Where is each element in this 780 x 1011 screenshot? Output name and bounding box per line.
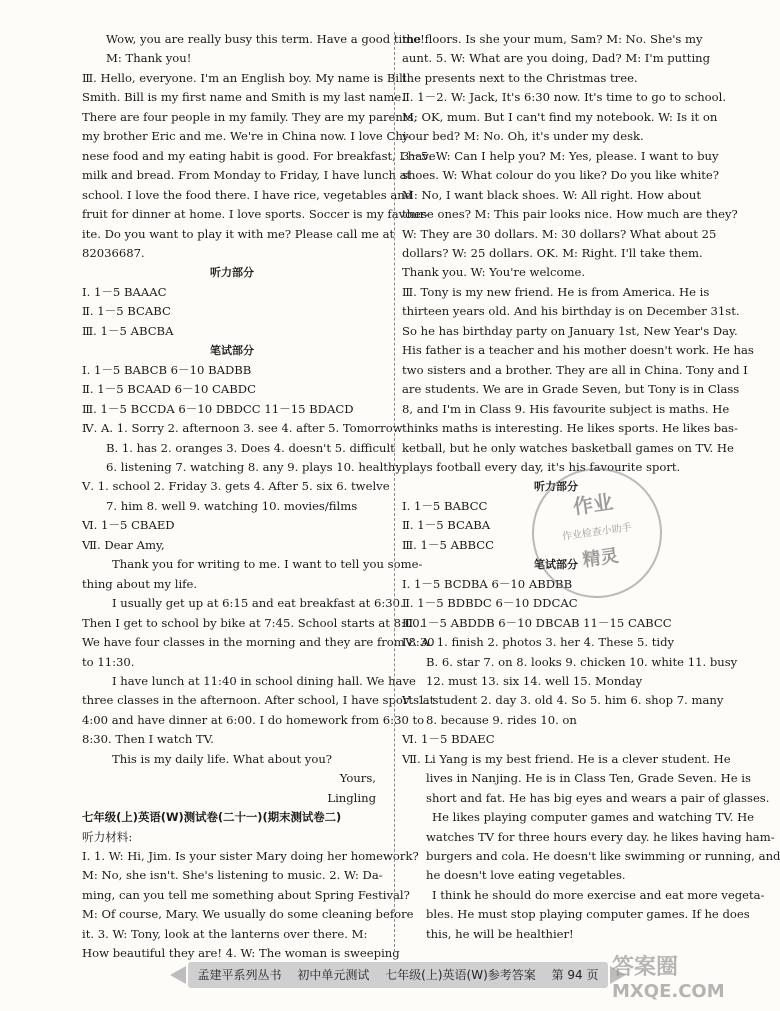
- left-text-line: my brother Eric and me. We're in China now. I love Chi-: [82, 129, 411, 144]
- right-text-line: ketball, but he only watches basketball games on TV. He: [402, 440, 734, 455]
- left-text-line: How beautiful they are! 4. W: The woman is sweeping: [82, 946, 400, 961]
- left-text-line: Ⅰ. 1. W: Hi, Jim. Is your sister Mary doing her homework?: [82, 849, 419, 864]
- left-text-line: M: No, she isn't. She's listening to music. 2. W: Da-: [82, 868, 383, 883]
- right-text-line: are students. We are in Grade Seven, but Tony is in Class: [402, 382, 740, 397]
- right-text-line: I think he should do more exercise and eat more vegeta-: [432, 887, 765, 902]
- left-text-line: 七年级(上)英语(W)测试卷(二十一)(期末测试卷二): [82, 810, 342, 825]
- left-text-line: Ⅰ. 1－5 BABCB 6－10 BADBB: [82, 362, 252, 377]
- watermark-logo: 答案圈: [612, 955, 679, 980]
- stamp-top-text: 作业: [571, 489, 615, 519]
- right-text-line: Ⅱ. 1－5 BCABA: [402, 518, 491, 533]
- right-text-line: 8. because 9. rides 10. on: [426, 712, 577, 727]
- left-text-line: to 11:30.: [82, 654, 135, 669]
- page-footer: [188, 962, 608, 988]
- right-text-line: watches TV for three hours every day. he likes having ham-: [426, 829, 775, 844]
- right-text-line: this, he will be healthier!: [426, 926, 574, 941]
- right-text-line: thirteen years old. And his birthday is on December 31st.: [402, 304, 740, 319]
- right-text-line: Thank you. W: You're welcome.: [402, 265, 586, 280]
- right-text-line: 12. must 13. six 14. well 15. Monday: [426, 673, 643, 688]
- left-text-line: Ⅲ. Hello, everyone. I'm an English boy. My name is Bill: [82, 70, 407, 85]
- left-text-line: Wow, you are really busy this term. Have a good time!: [106, 32, 425, 46]
- left-text-line: 4:00 and have dinner at 6:00. I do homework from 6:30 to: [82, 712, 425, 727]
- left-text-line: I have lunch at 11:40 in school dining hall. We have: [112, 673, 416, 688]
- right-text-line: the floors. Is she your mum, Sam? M: No. She's my: [402, 32, 703, 46]
- left-text-line: nese food and my eating habit is good. For breakfast, I have: [82, 148, 436, 163]
- left-text-line: thing about my life.: [82, 576, 198, 591]
- left-text-line: it. 3. W: Tony, look at the lanterns over there. M:: [82, 926, 368, 941]
- right-text-line: thinks maths is interesting. He likes sports. He likes bas-: [402, 421, 738, 436]
- right-text-line: So he has birthday party on January 1st, New Year's Day.: [402, 323, 738, 338]
- right-text-line: Ⅶ. Li Yang is my best friend. He is a clever student. He: [402, 751, 731, 766]
- left-text-line: ming, can you tell me something about Spring Festival?: [82, 887, 410, 902]
- left-text-line: M: Of course, Mary. We usually do some cleaning before: [82, 907, 414, 922]
- site-watermark: [612, 950, 725, 1002]
- right-text-line: His father is a teacher and his mother doesn't work. He has: [402, 343, 754, 358]
- left-text-line: Ⅳ. A. 1. Sorry 2. afternoon 3. see 4. after 5. Tomorrow: [82, 421, 403, 436]
- right-text-line: Ⅰ. 1－5 BABCC: [402, 498, 488, 513]
- right-text-line: Ⅲ. 1－5 ABDDB 6－10 DBCAB 11－15 CABCC: [402, 615, 672, 630]
- left-text-line: Ⅰ. 1－5 BAAAC: [82, 284, 167, 299]
- right-text-line: Ⅲ. 1－5 ABBCC: [402, 537, 494, 552]
- right-text-line: your bed? M: No. Oh, it's under my desk.: [402, 129, 644, 144]
- left-text-line: Ⅴ. 1. school 2. Friday 3. gets 4. After 5. six 6. twelve: [82, 479, 390, 494]
- right-text-line: 8, and I'm in Class 9. His favourite subject is maths. He: [402, 401, 730, 416]
- left-text-line: 笔试部分: [210, 344, 254, 358]
- right-text-line: burgers and cola. He doesn't like swimming or running, and: [426, 849, 780, 864]
- right-text-line: aunt. 5. W: What are you doing, Dad? M: I'm putting: [402, 51, 711, 66]
- left-text-line: 听力材料:: [82, 829, 133, 844]
- right-text-line: W: They are 30 dollars. M: 30 dollars? What about 25: [402, 226, 717, 241]
- right-text-line: Ⅲ. Tony is my new friend. He is from America. He is: [402, 284, 710, 299]
- left-text-line: This is my daily life. What about you?: [112, 751, 333, 766]
- right-text-line: Ⅵ. 1－5 BDAEC: [402, 732, 495, 747]
- right-text-line: the presents next to the Christmas tree.: [402, 70, 638, 85]
- left-text-line: Ⅱ. 1－5 BCAAD 6－10 CABDC: [82, 382, 256, 397]
- left-text-line: There are four people in my family. They are my parents,: [82, 109, 418, 124]
- right-text-line: plays football every day, it's his favourite sport.: [402, 459, 681, 474]
- right-text-line: Ⅱ. 1－5 BDBDC 6－10 DDCAC: [402, 596, 578, 611]
- right-text-line: He likes playing computer games and watching TV. He: [432, 810, 755, 825]
- right-text-line: he doesn't love eating vegetables.: [426, 868, 626, 883]
- footer-left-arrow-icon: [170, 966, 186, 984]
- stamp-bottom-text: 精灵: [581, 545, 620, 572]
- left-text-line: 听力部分: [210, 266, 254, 280]
- right-text-line: M: OK, mum. But I can't find my notebook. W: Is it on: [402, 109, 718, 124]
- footer-subject: 七年级(上)英语(W)参考答案: [385, 968, 536, 982]
- footer-page-number: 第 94 页: [551, 968, 599, 982]
- left-column: [82, 30, 436, 964]
- stamp-middle-text: 作业检查小助手: [561, 522, 633, 543]
- right-text-line: these ones? M: This pair looks nice. How much are they?: [402, 207, 738, 222]
- right-text-line: 3－5. W: Can I help you? M: Yes, please. I want to buy: [402, 148, 719, 163]
- right-text-line: shoes. W: What colour do you like? Do you like white?: [402, 168, 720, 183]
- footer-series: 孟建平系列丛书: [197, 968, 282, 982]
- left-text-line: Then I get to school by bike at 7:45. School starts at 8:00.: [82, 615, 424, 630]
- left-text-line: milk and bread. From Monday to Friday, I have lunch at: [82, 168, 412, 183]
- right-text-line: bles. He must stop playing computer games. If he does: [426, 907, 750, 922]
- left-text-line: three classes in the afternoon. After school, I have sports at: [82, 693, 435, 708]
- right-text-line: dollars? W: 25 dollars. OK. M: Right. I'll take them.: [402, 245, 703, 260]
- left-text-line: Ⅵ. 1－5 CBAED: [82, 518, 175, 533]
- left-text-line: fruit for dinner at home. I love sports. Soccer is my favour-: [82, 207, 430, 222]
- left-text-line: school. I love the food there. I have rice, vegetables and: [82, 187, 413, 202]
- left-text-line: Ⅲ. 1－5 BCCDA 6－10 DBDCC 11－15 BDACD: [82, 401, 354, 416]
- right-text-line: two sisters and a brother. They are all in China. Tony and I: [402, 362, 748, 377]
- left-text-line: Ⅶ. Dear Amy,: [82, 537, 165, 552]
- footer-book: 初中单元测试: [297, 968, 370, 982]
- right-text-line: Ⅴ. 1. student 2. day 3. old 4. So 5. him 6. shop 7. many: [402, 693, 724, 708]
- left-text-line: M: Thank you!: [106, 51, 192, 66]
- left-text-line: Smith. Bill is my first name and Smith is my last name.: [82, 90, 405, 105]
- left-text-line: Thank you for writing to me. I want to tell you some-: [112, 557, 423, 572]
- left-text-line: B. 1. has 2. oranges 3. Does 4. doesn't 5. difficult: [106, 440, 395, 455]
- right-text-line: Ⅱ. 1－2. W: Jack, It's 6:30 now. It's time to go to school.: [402, 90, 727, 105]
- watermark-site: MXQE.COM: [612, 981, 725, 1002]
- right-text-line: 笔试部分: [534, 558, 578, 572]
- right-text-line: Ⅰ. 1－5 BCDBA 6－10 ABDBB: [402, 576, 573, 591]
- right-text-line: M: No, I want black shoes. W: All right. How about: [402, 187, 701, 202]
- right-text-line: lives in Nanjing. He is in Class Ten, Grade Seven. He is: [426, 771, 751, 786]
- left-text-line: Ⅲ. 1－5 ABCBA: [82, 323, 174, 338]
- left-text-line: We have four classes in the morning and they are from 8:30: [82, 635, 435, 650]
- left-text-line: Yours,: [339, 771, 376, 786]
- right-text-line: 听力部分: [534, 480, 578, 494]
- right-text-line: B. 6. star 7. on 8. looks 9. chicken 10. white 11. busy: [426, 654, 738, 669]
- left-text-line: ite. Do you want to play it with me? Please call me at: [82, 226, 395, 241]
- left-text-line: 82036687.: [82, 245, 145, 260]
- left-text-line: 6. listening 7. watching 8. any 9. plays 10. healthy: [106, 459, 402, 474]
- left-text-line: I usually get up at 6:15 and eat breakfast at 6:30.: [112, 596, 404, 611]
- left-text-line: Lingling: [327, 790, 376, 805]
- left-text-line: 8:30. Then I watch TV.: [82, 732, 214, 747]
- left-text-line: Ⅱ. 1－5 BCABC: [82, 304, 171, 319]
- column-divider: [394, 32, 395, 952]
- right-text-line: Ⅳ. A. 1. finish 2. photos 3. her 4. These 5. tidy: [402, 635, 675, 650]
- left-text-line: 7. him 8. well 9. watching 10. movies/films: [106, 498, 358, 513]
- right-text-line: short and fat. He has big eyes and wears a pair of glasses.: [426, 790, 770, 805]
